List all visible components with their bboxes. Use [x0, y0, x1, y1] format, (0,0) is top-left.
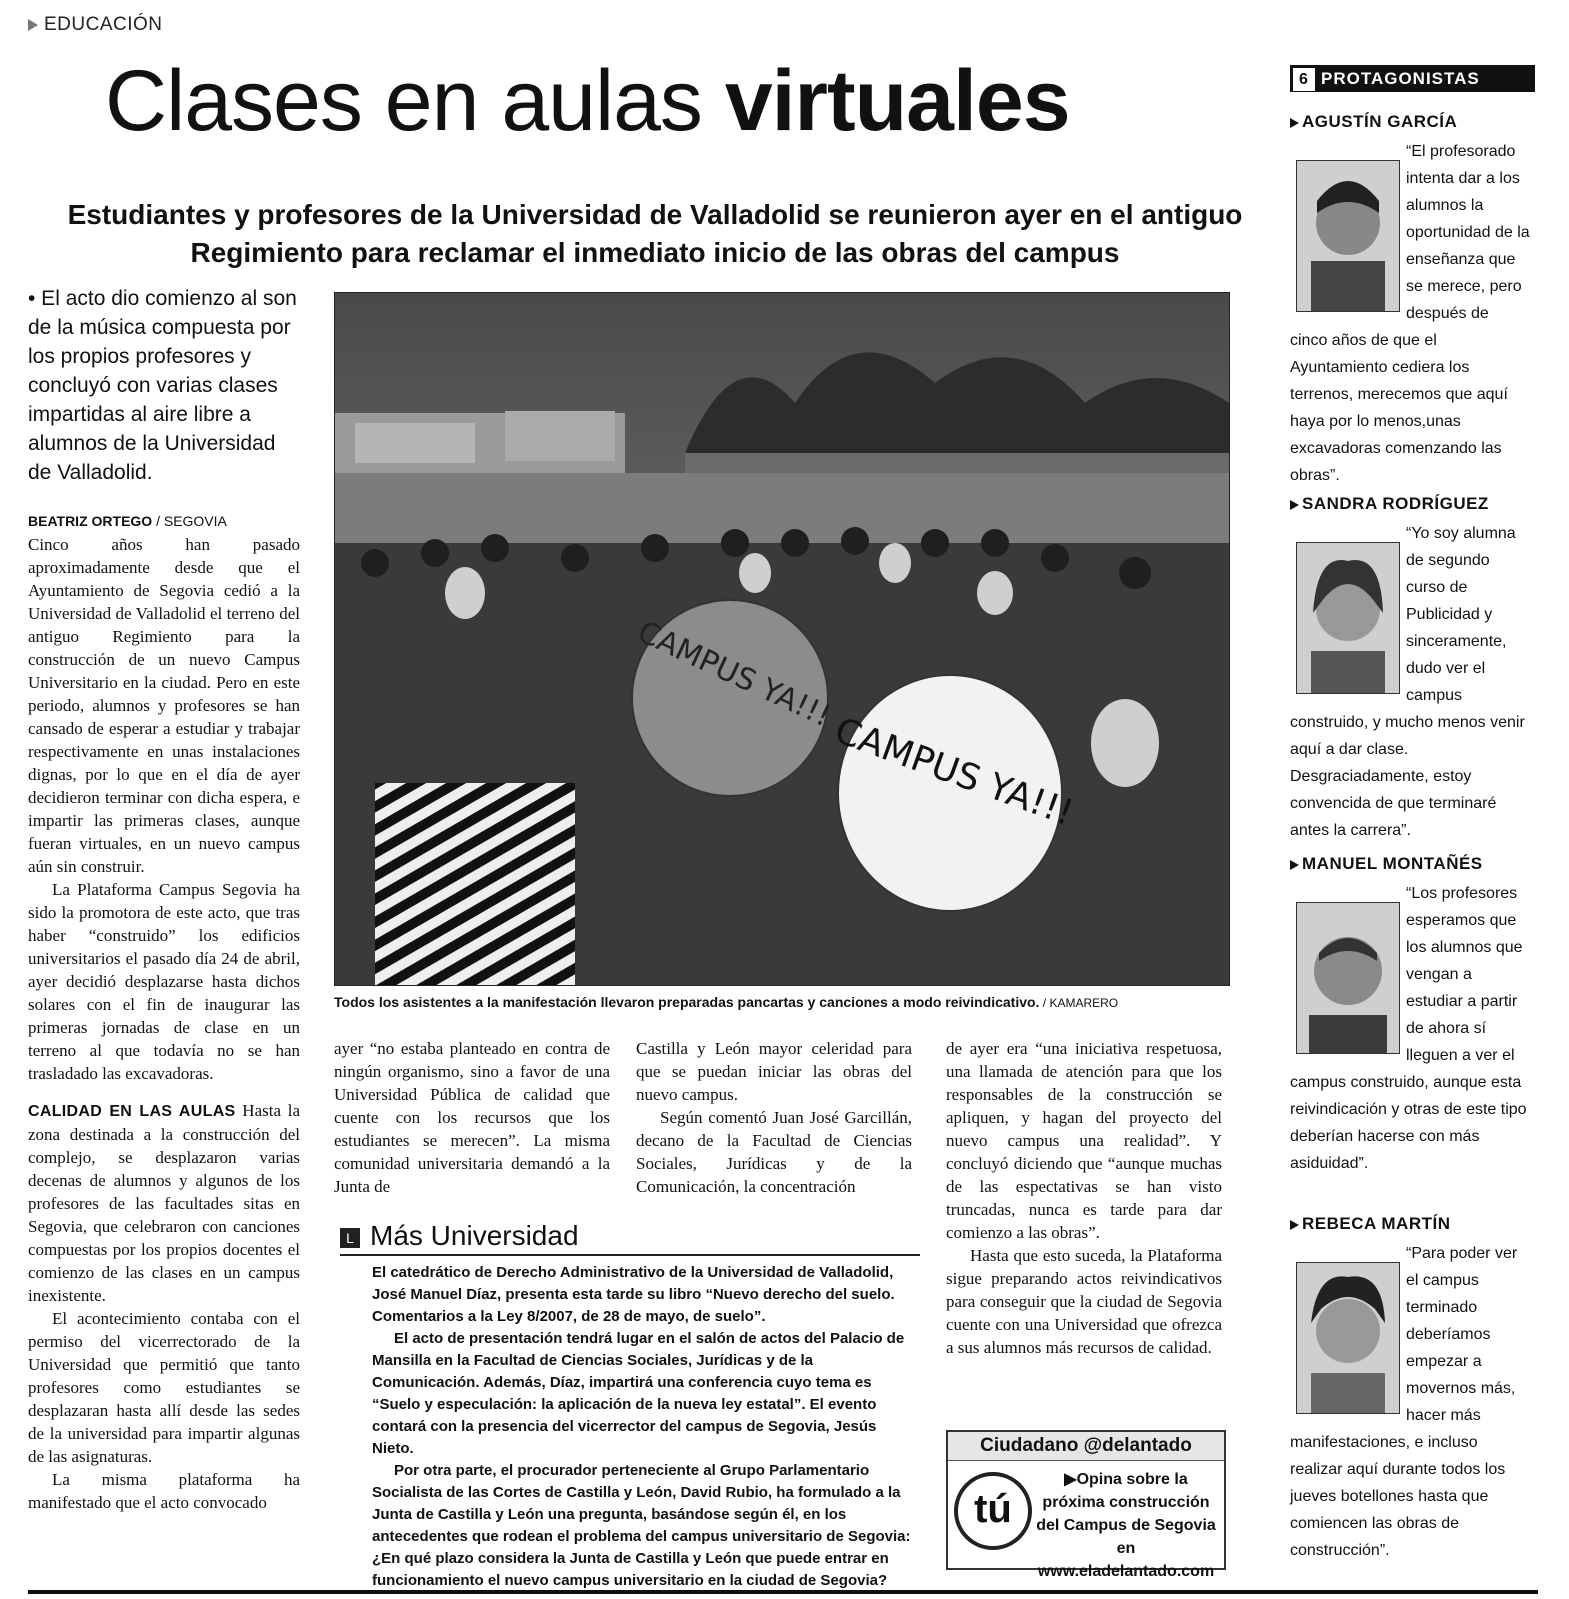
protagonist-quote: [1290, 138, 1530, 489]
box-paragraph: Por otra parte, el procurador perteneciente al Grupo Parlamentario Socialista de las Cortes de Castilla y León, David Rubio, ha formulado a la Junta de Castilla y León una pregunta, basándose según él, en los antecedentes que rodean el problema del campus universitario de Segovia: ¿En qué plazo considera la Junta de Castilla y León que puede entrar en funcionamiento el nuevo campus universitario en la ciudad de Segovia?: [372, 1462, 911, 1589]
lead-paragraph: • El acto dio comienzo al son de la música compuesta por los propios profesores y concluyó con varias clases impartidas al aire libre a alumnos de la Universidad de Valladolid.: [28, 287, 297, 484]
quote-text: “El profesorado intenta dar a los alumnos la oportunidad de la enseñanza que se merece, pero después de cinco años de que el Ayuntamiento cediera los terrenos, merecemos que aquí haya por lo menos,unas excavadoras comenzando las obras”.: [1290, 143, 1530, 484]
bottom-rule: [28, 1590, 1538, 1594]
sidebar-box-title: [340, 1220, 920, 1256]
protagonist-name-text: SANDRA RODRÍGUEZ: [1302, 494, 1489, 513]
article-column-4: [946, 1037, 1222, 1359]
protagonists-header: [1290, 65, 1535, 92]
citizen-box-text: ▶Opina sobre la próxima construcción del Campus de Segovia en www.eladelantado.com: [1036, 1471, 1216, 1580]
protagonist-name: [1290, 112, 1457, 132]
caption-text: Todos los asistentes a la manifestación llevaron preparadas pancartas y canciones a modo reivindicativo.: [334, 994, 1040, 1010]
float-spacer: [1290, 880, 1406, 1046]
body-paragraph: Hasta que esto suceda, la Plataforma sigue preparando actos reivindicativos para conseguir que la ciudad de Segovia cuente con una Universidad que ofrezca a sus alumnos más recursos de calidad.: [946, 1246, 1222, 1357]
arrow-icon: [1290, 1220, 1299, 1230]
protagonists-title: PROTAGONISTAS: [1321, 69, 1480, 88]
body-paragraph: de ayer era “una iniciativa respetuosa, una llamada de atención para que los responsables de la construcción se apliquen, y hagan del proyecto del nuevo campus una realidad”. Y concluyó diciendo que “aunque muchas de las espectativas se han visto truncadas, nunca es tarde para dar comienzo a las obras”.: [946, 1039, 1222, 1242]
headline-light: Clases en aulas: [105, 53, 725, 149]
protagonists-number: 6: [1293, 68, 1315, 91]
citizen-box: [946, 1430, 1226, 1580]
protagonist-name-text: REBECA MARTÍN: [1302, 1214, 1451, 1233]
body-paragraph: Cinco años han pasado aproximadamente desde que el Ayuntamiento de Segovia cedió a la Universidad de Valladolid el terreno del antiguo Regimiento para la construcción de un nuevo Campus Universitario en la ciudad. Pero en este periodo, alumnos y profesores se han cansado de esperar a estudiar y trabajar respectivamente en unas instalaciones dignas, por lo que en el día de ayer decidieron terminar con dicha espera, e impartir las primeras clases, aunque fueran virtuales, en un nuevo campus aún sin construir.: [28, 535, 300, 876]
box-paragraph: El acto de presentación tendrá lugar en el salón de actos del Palacio de Mansilla en la Facultad de Ciencias Sociales, Jurídicas y de la Comunicación. Además, Díaz, impartirá una conferencia cuyo tema es “Suelo y especulación: la aplicación de la nueva ley estatal”. El evento contará con la presencia del vicerrector del campus de Segovia, Jesús Nieto.: [372, 1330, 905, 1457]
body-paragraph: ayer “no estaba planteado en contra de ningún organismo, sino a favor de una Universidad Pública de calidad que cuente con los recursos que los estudiantes se merecen”. La misma comunidad universitaria demandó a la Junta de: [334, 1039, 610, 1196]
photo-caption: [334, 994, 1228, 1010]
headline-bold: virtuales: [724, 53, 1070, 149]
box-icon: L: [340, 1228, 360, 1248]
body-paragraph: La Plataforma Campus Segovia ha sido la promotora de este acto, que tras haber “construido” los edificios universitarios el pasado día 24 de abril, ayer decidió desplazarse hasta dichos solares con el fin de inaugurar las primeras jornadas de clase en un terreno al que todavía no se han trasladado las excavadoras.: [28, 880, 300, 1083]
article-column-2: [334, 1037, 610, 1198]
subheadline: Estudiantes y profesores de la Universidad de Valladolid se reunieron ayer en el antiguo Regimiento para reclamar el inmediato inicio de las obras del campus: [67, 199, 1243, 268]
body-paragraph: Castilla y León mayor celeridad para que se puedan iniciar las obras del nuevo campus.: [636, 1039, 912, 1104]
citizen-box-title: Ciudadano @delantado: [948, 1432, 1224, 1461]
quote-text: “Los profesores esperamos que los alumnos que vengan a estudiar a partir de ahora sí lleguen a ver el campus construido, aunque esta reivindicación y otras de este tipo deberían hacerse con más asiduidad”.: [1290, 885, 1527, 1172]
protagonist-quote: [1290, 1240, 1530, 1564]
byline-author: BEATRIZ ORTEGO: [28, 513, 153, 529]
box-paragraph: El catedrático de Derecho Administrativo de la Universidad de Valladolid, José Manuel Díaz, presenta esta tarde su libro “Nuevo derecho del suelo. Comentarios a la Ley 8/2007, de 28 de mayo, de suelo”.: [372, 1264, 895, 1325]
arrow-icon: [1290, 118, 1299, 128]
float-spacer: [1290, 1240, 1406, 1406]
quote-text: “Para poder ver el campus terminado deberíamos empezar a movernos más, hacer más manifestaciones, e incluso realizar aquí durante todos los jueves botellones hasta que comiencen las obras de construcción”.: [1290, 1245, 1518, 1559]
float-spacer: [1290, 520, 1406, 686]
protagonist-name: [1290, 854, 1483, 874]
body-paragraph: Según comentó Juan José Garcillán, decano de la Facultad de Ciencias Sociales, Jurídicas y de la Comunicación, la concentración: [636, 1108, 912, 1196]
byline: [28, 510, 300, 533]
protagonist-name-text: MANUEL MONTAÑÉS: [1302, 854, 1483, 873]
body-text: Hasta la zona destinada a la construcción del complejo, se desplazaron varias decenas de alumnos y algunos de los profesores de las facultades sitas en Segovia, que celebraron con canciones compuestas por los propios docentes el comienzo de las clases en un campus inexistente.: [28, 1101, 301, 1305]
protagonist-name: [1290, 494, 1489, 514]
body-paragraph: [28, 1099, 300, 1307]
arrow-icon: [28, 19, 38, 31]
crowd-photo-illustration: [335, 293, 1229, 985]
protagonist-name-text: AGUSTÍN GARCÍA: [1302, 112, 1458, 131]
box-title-text: Más Universidad: [370, 1220, 579, 1251]
balloon-text-1: CAMPUS YA!!!: [632, 614, 836, 735]
protagonist-quote: [1290, 520, 1530, 844]
float-spacer: [1290, 138, 1406, 304]
section-subtitle: CALIDAD EN LAS AULAS: [28, 1103, 236, 1120]
section-name: EDUCACIÓN: [44, 14, 163, 35]
quote-text: “Yo soy alumna de segundo curso de Publicidad y sinceramente, dudo ver el campus construido, y mucho menos venir aquí a dar clase. Desgraciadamente, estoy convencida de que terminaré antes la carrera”.: [1290, 525, 1525, 839]
arrow-icon: [1290, 860, 1299, 870]
article-column-1: [28, 510, 300, 1514]
protagonist-quote: [1290, 880, 1530, 1177]
arrow-icon: [1290, 500, 1299, 510]
section-label: [28, 14, 163, 36]
body-paragraph: El acontecimiento contaba con el permiso del vicerrectorado de la Universidad que permitió que tanto profesores como estudiantes se desplazaran hasta allí desde las sedes de la universidad para impartir algunas de las asignaturas.: [28, 1309, 300, 1466]
sidebar-box-body: [372, 1262, 912, 1592]
headline: [105, 52, 1070, 151]
body-paragraph: La misma plataforma ha manifestado que el acto convocado: [28, 1470, 300, 1512]
news-photo: [334, 292, 1230, 986]
balloon-text-2: CAMPUS YA!!!: [829, 710, 1079, 835]
byline-place: / SEGOVIA: [152, 513, 227, 529]
protagonist-name: [1290, 1214, 1450, 1234]
photo-credit: / KAMARERO: [1039, 996, 1119, 1010]
tu-logo-icon: tú: [954, 1472, 1032, 1550]
article-column-3: [636, 1037, 912, 1198]
